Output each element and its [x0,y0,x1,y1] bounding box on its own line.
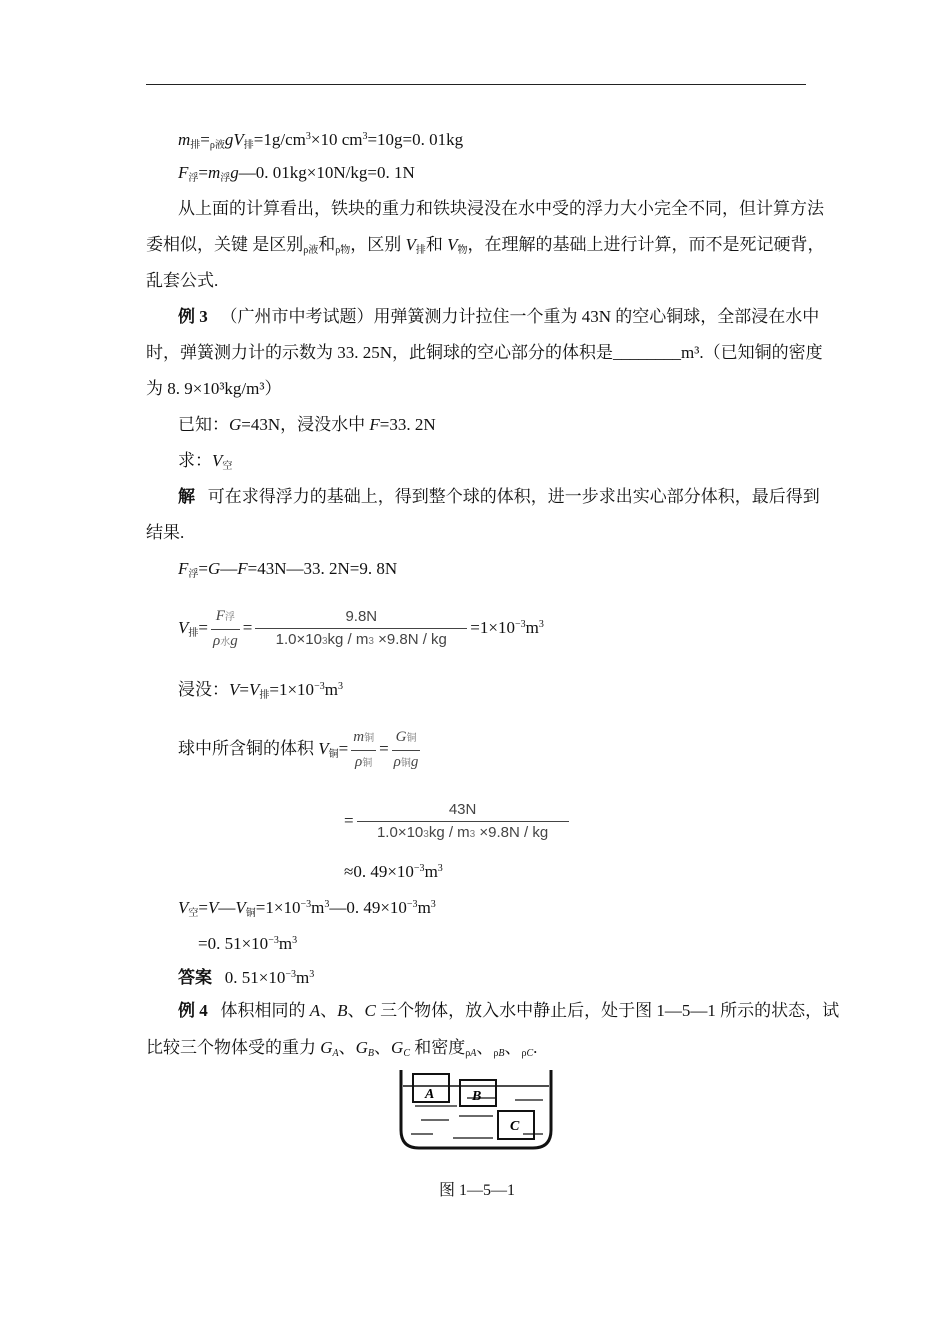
formula-m-pai: $m_排=_{\rho 液}gV_排=1g/cm^3\times 10$ $cm^3=10g=0$. 01kg [178,130,464,151]
label-b: B [472,1089,482,1104]
formula-v-empty: $V_空=V—V_铜=1\times 10^{-3}m^3—0$. $49\times 10^{-3}m^3$ [178,898,436,919]
formula-approx: ≈0. $49\times 10^{-3}m^3$ [344,862,443,881]
example3-line-1: 例 3 （广州市中考试题）用弹簧测力计拉住一个重为 43N 的空心铜球，全部浸在水中 [178,307,820,326]
solve-line-1: 解 可在求得浮力的基础上，得到整个球的体积，进一步求出实心部分体积，最后得到 [178,487,820,506]
solve-line-2: 结果. [146,523,185,542]
formula-v-copper: 球中所含铜的体积 $V_铜=$ $\frac{\text{m铜}}{\text{ρ铜}}$ = $\frac{\text{G铜}}{\text{ρ铜g}}$ [178,728,419,770]
label-c: C [510,1119,520,1134]
paragraph-line-1: 从上面的计算看出，铁块的重力和铁块浸没在水中受的浮力大小完全不同，但计算方法 [178,199,824,218]
example3-line-2: 时，弹簧测力计的示数为 33. 25N，此铜球的空心部分的体积是________m³.（已知铜的密度 [146,343,823,362]
paragraph-line-3: 乱套公式. [146,271,219,290]
example4-line-1: 例 4 体积相同的 A、B、C 三个物体，放入水中静止后，处于图 1—5—1 所示的状态，试 [178,1001,840,1020]
figure-caption: 图 1—5—1 [439,1182,516,1199]
formula-v-pai: $V_排=$ $\frac{\text{F浮}}{\text{ρ水g}}$ = $\frac{9.8N}{1.0\times 103kg / m3 \times 9.8N / kg}$ $=1\times 10^{-3}m^3$ [178,607,544,649]
header-rule [146,84,806,85]
paragraph-line-2: 委相似，关键 是区别$_{\rho 液}$和$_{\rho 物}$，区别 $V_排$和 $V_物$，在理解的基础上进行计算，而不是死记硬背， [146,235,825,256]
ask-line: 求：$V_空$ [178,451,233,472]
formula-v-empty-2: =0. $51\times 10^{-3}m^3$ [198,934,298,953]
example3-line-3: 为 8. 9×10³kg/m³） [146,379,282,398]
beaker-figure [397,1068,557,1156]
example3-label: 例 3 [178,307,208,326]
formula-f-float-1: $F_浮=m_浮g—0$. 01kg×10N/kg=0. 1N [178,163,415,184]
formula-v-copper-2: = $\frac{43N}{1.0\times 103kg / m3 \times 9.8N / kg}$ [344,796,644,846]
label-a: A [425,1087,435,1102]
example4-line-2: 比较三个物体受的重力 $G_A$、$G_B$、$G_C$ 和密度$_{\rho A}$、$_{\rho B}$、$_{\rho C}$. [146,1038,538,1059]
immersed-line: 浸没：$V=V_排=1\times 10^{-3}m^3$ [178,680,343,701]
known-line: 已知：G=43N，浸没水中 F=33. 2N [178,415,436,434]
formula-f-float-2: $F_浮=G—F=43N—33$. 2N=9. 8N [178,559,398,580]
answer-line: 答案 0. $51\times 10^{-3}m^3$ [178,968,315,987]
